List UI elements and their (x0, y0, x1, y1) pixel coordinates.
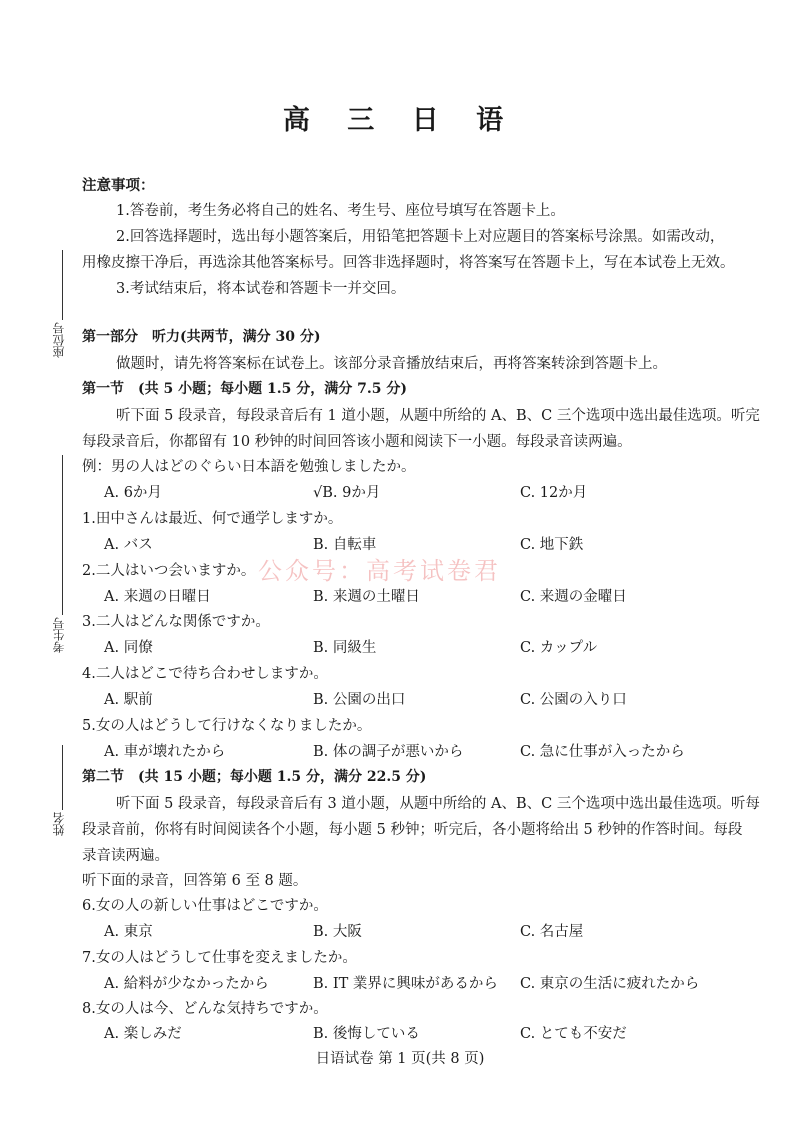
part1-heading: 第一部分 听力(共两节，满分 30 分) (82, 329, 321, 345)
question-6: 6.女の人の新しい仕事はどこですか。 (82, 898, 328, 914)
example-question: 例：男の人はどのぐらい日本語を勉強しましたか。 (82, 459, 416, 475)
q8-option-b: B. 後悔している (313, 1026, 420, 1042)
example-option-c: C. 12か月 (520, 485, 588, 501)
section1-instruction-2: 每段录音后，你都留有 10 秒钟的时间回答该小题和阅读下一小题。每段录音读两遍。 (82, 434, 632, 450)
q8-option-a: A. 楽しみだ (104, 1026, 182, 1042)
watermark: 公众号：高考试卷君 (258, 557, 501, 585)
notes-item-3: 3.考试结束后，将本试卷和答题卡一并交回。 (116, 281, 406, 297)
q7-option-b: B. IT 業界に興味があるから (313, 976, 498, 992)
question-1: 1.田中さんは最近、何で通学しますか。 (82, 511, 343, 527)
question-5: 5.女の人はどうして行けなくなりましたか。 (82, 718, 372, 734)
name-label: 姓名 (52, 812, 66, 836)
section2-instruction-3: 录音读两遍。 (82, 848, 169, 864)
notes-item-2: 2.回答选择题时，选出每小题答案后，用铅笔把答题卡上对应题目的答案标号涂黑。如需改动， (116, 229, 725, 245)
section1-heading: 第一节 (共 5 小题；每小题 1.5 分，满分 7.5 分) (82, 381, 407, 397)
q5-option-c: C. 急に仕事が入ったから (520, 744, 685, 760)
examinee-label: 考生号 (52, 617, 66, 653)
group-instruction: 听下面的录音，回答第 6 至 8 题。 (82, 873, 308, 889)
q4-option-a: A. 駅前 (104, 692, 153, 708)
page-title: 高 三 日 语 (282, 105, 518, 136)
notes-item-1: 1.答卷前，考生务必将自己的姓名、考生号、座位号填写在答题卡上。 (116, 203, 565, 219)
question-2: 2.二人はいつ会いますか。 (82, 563, 256, 579)
q3-option-c: C. カップル (520, 640, 598, 656)
example-option-a: A. 6か月 (104, 485, 162, 501)
example-option-b: √B. 9か月 (313, 485, 381, 501)
section2-heading: 第二节 (共 15 小题；每小题 1.5 分，满分 22.5 分) (82, 769, 427, 785)
q5-option-a: A. 車が壊れたから (104, 744, 226, 760)
section2-instruction-1: 听下面 5 段录音，每段录音后有 3 道小题，从题中所给的 A、B、C 三个选项中选出最佳选项。听每 (116, 796, 760, 812)
notes-heading: 注意事项： (82, 177, 155, 194)
question-7: 7.女の人はどうして仕事を変えましたか。 (82, 950, 357, 966)
q2-option-a: A. 来週の日曜日 (104, 589, 211, 605)
name-line (62, 745, 63, 810)
q8-option-c: C. とても不安だ (520, 1026, 627, 1042)
page-footer: 日语试卷 第 1 页(共 8 页) (315, 1051, 485, 1067)
q7-option-a: A. 給料が少なかったから (104, 976, 269, 992)
seat-label: 座位号 (52, 322, 66, 358)
part1-instruction: 做题时，请先将答案标在试卷上。该部分录音播放结束后，再将答案转涂到答题卡上。 (116, 356, 667, 372)
q1-option-a: A. バス (104, 537, 153, 553)
section1-instruction-1: 听下面 5 段录音，每段录音后有 1 道小题，从题中所给的 A、B、C 三个选项中选出最佳选项。听完 (116, 408, 760, 424)
q6-option-b: B. 大阪 (313, 924, 362, 940)
q1-option-c: C. 地下鉄 (520, 537, 584, 553)
q6-option-a: A. 東京 (104, 924, 153, 940)
q3-option-a: A. 同僚 (104, 640, 153, 656)
q6-option-c: C. 名古屋 (520, 924, 584, 940)
q5-option-b: B. 体の調子が悪いから (313, 744, 464, 760)
q2-option-b: B. 来週の土曜日 (313, 589, 420, 605)
question-8: 8.女の人は今、どんな気持ちですか。 (82, 1001, 328, 1017)
q1-option-b: B. 自転車 (313, 537, 377, 553)
q7-option-c: C. 東京の生活に疲れたから (520, 976, 700, 992)
question-3: 3.二人はどんな関係ですか。 (82, 614, 270, 630)
q4-option-b: B. 公園の出口 (313, 692, 406, 708)
q4-option-c: C. 公園の入り口 (520, 692, 627, 708)
q2-option-c: C. 来週の金曜日 (520, 589, 627, 605)
q3-option-b: B. 同級生 (313, 640, 377, 656)
seat-line (62, 250, 63, 320)
examinee-line (62, 455, 63, 615)
section2-instruction-2: 段录音前，你将有时间阅读各个小题，每小题 5 秒钟；听完后，各小题将给出 5 秒钟的作答时间。每段 (82, 822, 743, 838)
notes-item-2-cont: 用橡皮擦干净后，再选涂其他答案标号。回答非选择题时，将答案写在答题卡上，写在本试卷上无效。 (82, 255, 735, 271)
question-4: 4.二人はどこで待ち合わせしますか。 (82, 666, 328, 682)
